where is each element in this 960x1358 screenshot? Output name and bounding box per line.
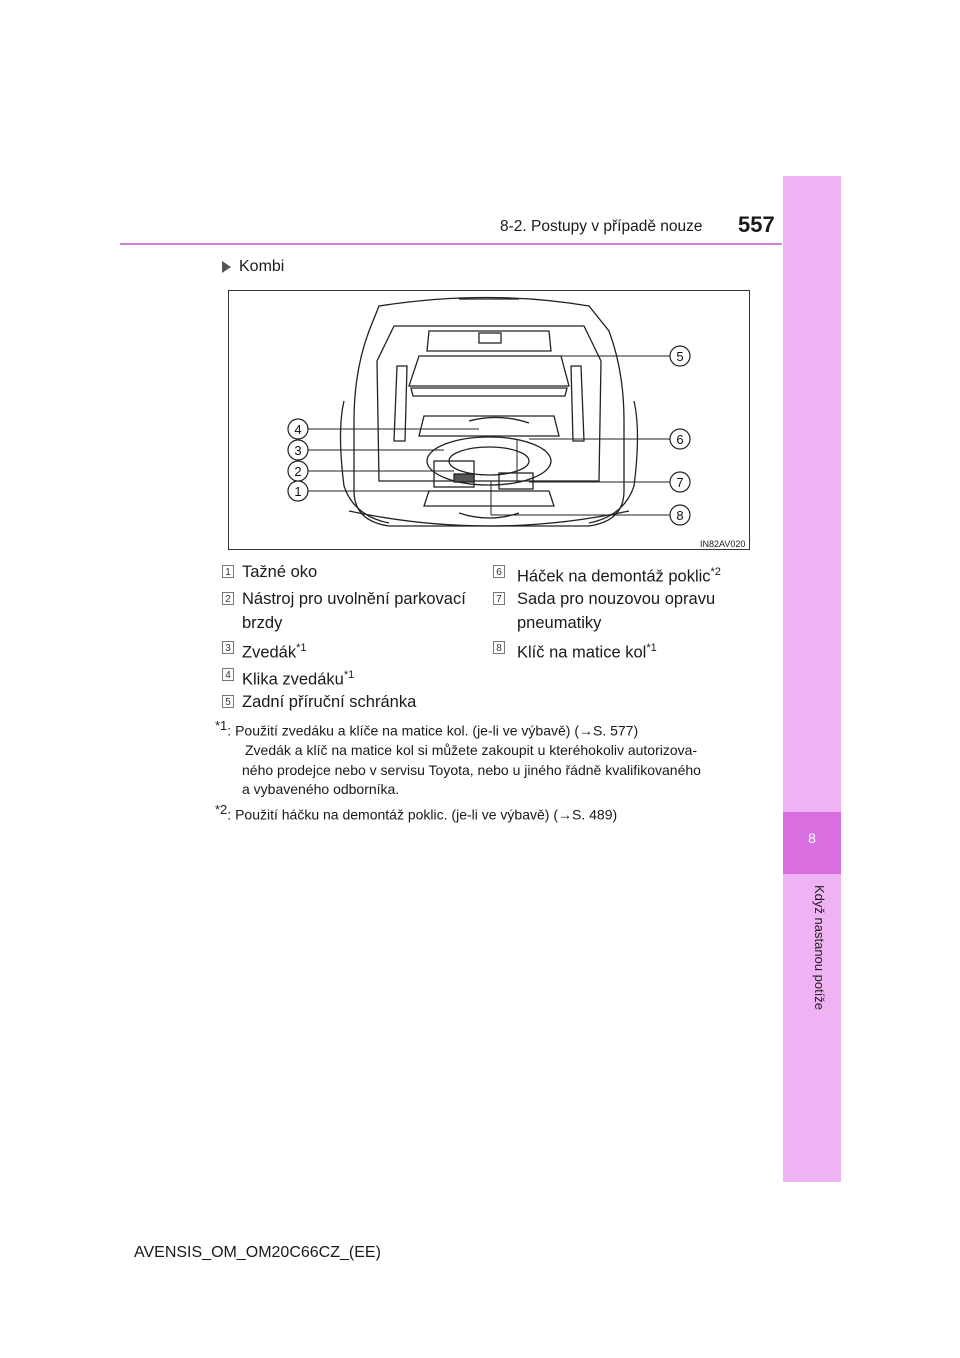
item-1-text: Tažné oko [242,563,318,581]
footnote-1-line-4: a vybaveného odborníka. [242,781,400,798]
chapter-side-tab [783,176,841,1182]
item-1 [242,560,317,584]
item-number-7: 7 [493,592,505,605]
item-2-text-line2: brzdy [242,614,283,632]
footnote-1 [215,716,755,800]
item-2-text: Nástroj pro uvolnění parkovací [242,590,466,608]
footnote-2-mark: *2 [215,802,228,817]
item-7-text: Sada pro nouzovou opravu [517,590,716,608]
item-number-4: 4 [222,668,234,681]
item-6 [517,560,721,589]
item-3 [242,636,307,665]
chapter-label: Když nastanou potíže [812,885,827,1011]
callout-8: 8 [676,508,684,523]
item-number-3: 3 [222,641,234,654]
footnote-2-line-1: : Použití háčku na demontáž poklic. (je-li ve výbavě) (→S. 489) [227,806,618,823]
item-8-text: Klíč na matice kol [517,643,647,662]
footnote-1-mark: *1 [215,718,228,733]
section-heading [222,258,284,276]
footnote-2 [215,800,755,825]
header-rule [120,243,782,245]
item-3-text: Zvedák [242,643,297,662]
trunk-illustration [228,290,750,550]
callout-7: 7 [676,475,684,490]
item-7-text-line2: pneumatiky [517,614,602,632]
callout-5: 5 [676,349,684,364]
header-section-title: 8-2. Postupy v případě nouze [500,218,703,235]
triangle-bullet-icon [222,261,231,273]
item-number-6: 6 [493,565,505,578]
item-7 [517,587,715,635]
section-title: Kombi [239,258,285,275]
item-number-5: 5 [222,695,234,708]
callout-3: 3 [294,443,302,458]
item-4-footnote-ref: *1 [343,669,355,681]
chapter-number: 8 [808,830,816,846]
page-number: 557 [738,212,775,237]
item-3-footnote-ref: *1 [296,642,307,654]
footnote-1-line-1: : Použití zvedáku a klíče na matice kol. (je-li ve výbavě) (→S. 577) [227,722,639,739]
item-4 [242,663,354,692]
item-2 [242,587,466,635]
callout-2: 2 [294,464,302,479]
item-5 [242,690,416,714]
item-5-text: Zadní příruční schránka [242,693,417,711]
footnote-1-line-2: Zvedák a klíč na matice kol si můžete zakoupit u kteréhokoliv autorizova- [245,742,698,759]
item-number-1: 1 [222,565,234,578]
item-4-text: Klika zvedáku [242,670,344,689]
item-number-2: 2 [222,592,234,605]
callout-4: 4 [294,422,302,437]
footer-doc-code: AVENSIS_OM_OM20C66CZ_(EE) [134,1244,381,1261]
footnote-1-line-3: ného prodejce nebo v servisu Toyota, nebo u jiného řádně kvalifikovaného [242,761,701,778]
trunk-drawing [229,291,749,549]
item-number-8: 8 [493,641,505,654]
figure-code: IN82AV020 [700,539,746,549]
item-8 [517,636,657,665]
callout-6: 6 [676,432,684,447]
item-8-footnote-ref: *1 [646,642,657,654]
item-6-text: Háček na demontáž poklic [517,567,711,586]
item-6-footnote-ref: *2 [710,566,721,578]
callout-1: 1 [294,484,302,499]
